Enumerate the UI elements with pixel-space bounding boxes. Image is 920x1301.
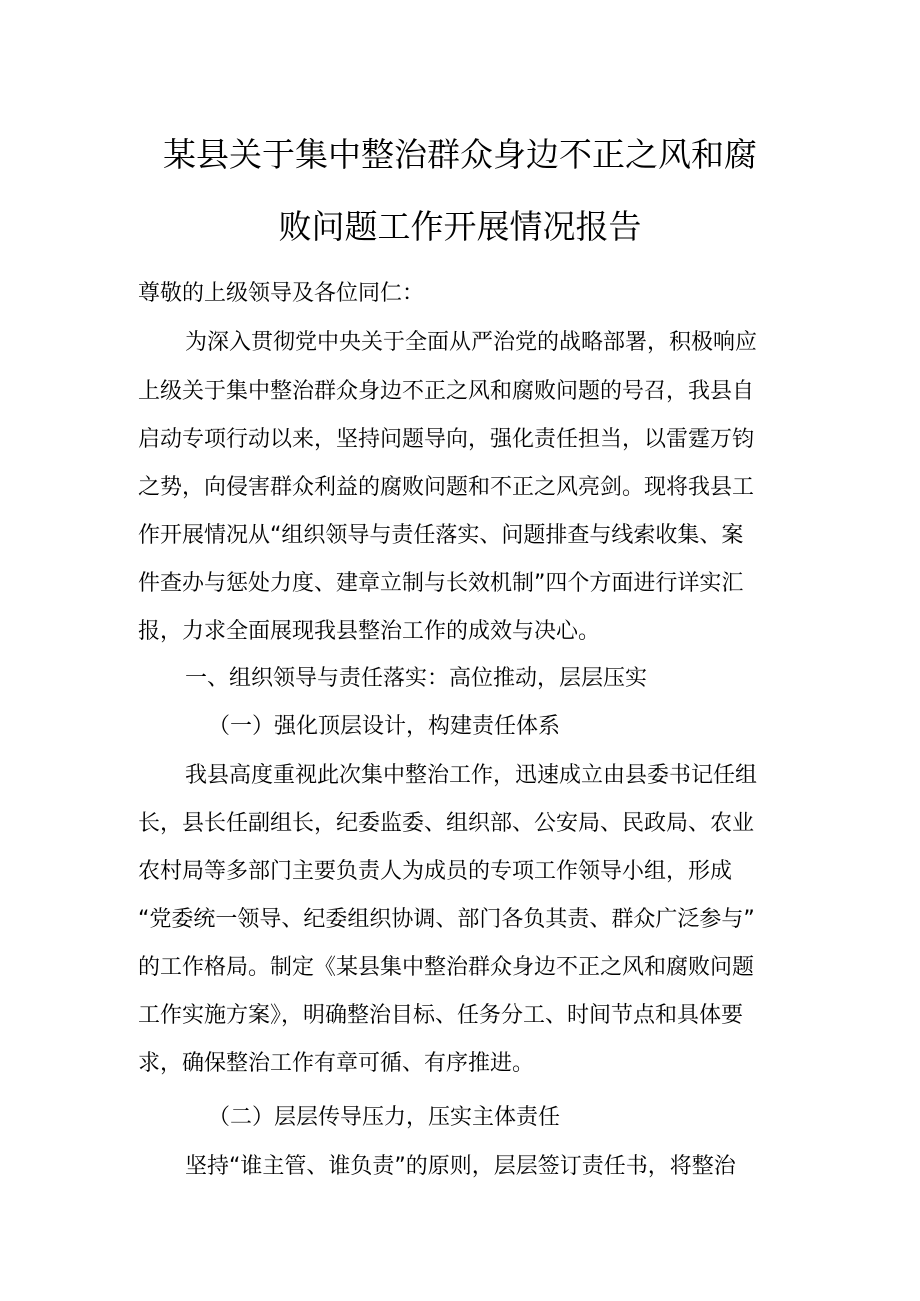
subsection-heading: （一）强化顶层设计，构建责任体系 [208, 714, 561, 739]
intro-line: 上级关于集中整治群众身边不正之风和腐败问题的号召，我县自 [138, 379, 755, 404]
document-title-line-1: 某县关于集中整治群众身边不正之风和腐 [163, 135, 757, 174]
intro-line: 报，力求全面展现我县整治工作的成效与决心。 [138, 619, 601, 644]
body-line: 工作实施方案》，明确整治目标、任务分工、时间节点和具体要 [138, 1003, 744, 1028]
intro-line: 之势，向侵害群众利益的腐败问题和不正之风亮剑。现将我县工 [138, 475, 755, 500]
body-line: 求，确保整治工作有章可循、有序推进。 [138, 1051, 535, 1076]
intro-line: 件查办与惩处力度、建章立制与长效机制”四个方面进行详实汇 [138, 571, 744, 596]
body-line: 坚持“谁主管、谁负责”的原则，层层签订责任书，将整治 [185, 1154, 736, 1179]
intro-line: 启动专项行动以来，坚持问题导向，强化责任担当，以雷霆万钧 [138, 427, 755, 452]
subsection-heading: （二）层层传导压力，压实主体责任 [208, 1105, 561, 1130]
salutation: 尊敬的上级领导及各位同仁： [138, 281, 425, 306]
body-line: 的工作格局。制定《某县集中整治群众身边不正之风和腐败问题 [138, 955, 755, 980]
body-line: 农村局等多部门主要负责人为成员的专项工作领导小组，形成 [138, 859, 733, 884]
body-line: “党委统一领导、纪委组织协调、部门各负其责、群众广泛参与” [138, 907, 755, 932]
document-title-line-2: 败问题工作开展情况报告 [278, 207, 642, 246]
intro-line: 为深入贯彻党中央关于全面从严治党的战略部署，积极响应 [185, 330, 758, 355]
body-line: 我县高度重视此次集中整治工作，迅速成立由县委书记任组 [185, 763, 758, 788]
body-line: 长，县长任副组长，纪委监委、组织部、公安局、民政局、农业 [138, 811, 755, 836]
intro-line: 作开展情况从“组织领导与责任落实、问题排查与线索收集、案 [138, 523, 744, 548]
section-heading: 一、组织领导与责任落实：高位推动，层层压实 [185, 666, 648, 691]
